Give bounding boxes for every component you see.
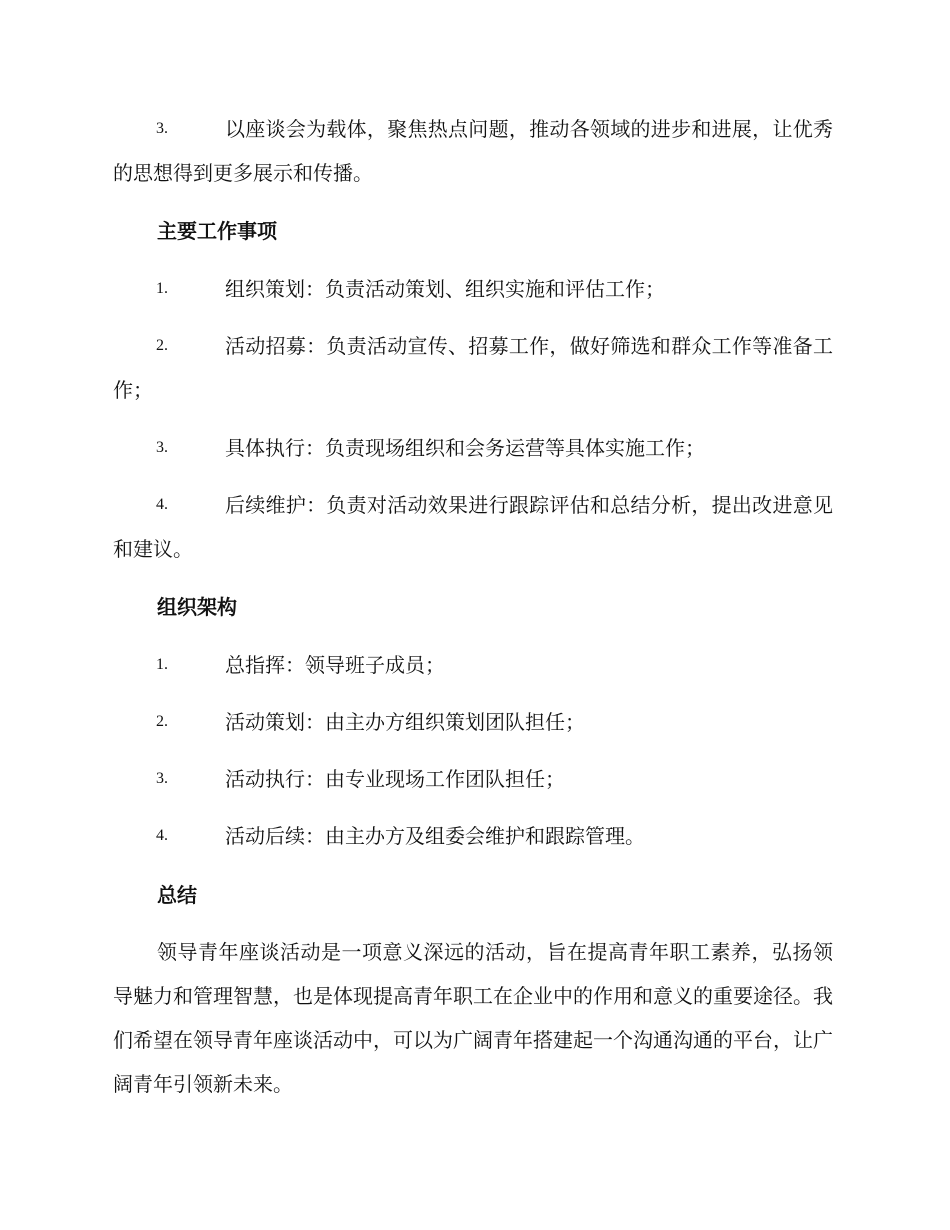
list-number: 4. — [156, 496, 168, 513]
list-item — [113, 483, 833, 571]
list-item — [113, 757, 833, 801]
list-number: 2. — [156, 337, 168, 354]
list-text: 后续维护：负责对活动效果进行跟踪评估和总结分析，提出改进意见和建议。 — [113, 493, 833, 561]
list-item — [113, 426, 833, 470]
list-item — [113, 814, 833, 858]
list-item — [113, 700, 833, 744]
list-text: 活动招募：负责活动宣传、招募工作，做好筛选和群众工作等准备工作； — [113, 334, 833, 402]
list-text: 总指挥：领导班子成员； — [225, 653, 445, 677]
list-item — [113, 267, 833, 311]
list-number: 4. — [156, 827, 168, 844]
list-item — [113, 324, 833, 412]
summary-paragraph: 领导青年座谈活动是一项意义深远的活动，旨在提高青年职工素养，弘扬领导魅力和管理智慧，也是体现提高青年职工在企业中的作用和意义的重要途径。我们希望在领导青年座谈活动中，可以为广阔青年搭建起一个沟通沟通的平台，让广阔青年引领新未来。 — [113, 940, 833, 1096]
list-text: 具体执行：负责现场组织和会务运营等具体实施工作； — [225, 436, 705, 460]
list-number: 1. — [156, 656, 168, 673]
list-number: 1. — [156, 280, 168, 297]
section-heading-summary: 总结 — [157, 883, 197, 907]
list-text: 活动执行：由专业现场工作团队担任； — [225, 767, 565, 791]
list-text: 以座谈会为载体，聚焦热点问题，推动各领域的进步和进展，让优秀的思想得到更多展示和传播。 — [113, 117, 833, 185]
list-number: 3. — [156, 770, 168, 787]
list-number: 3. — [156, 439, 168, 456]
list-text: 活动后续：由主办方及组委会维护和跟踪管理。 — [225, 824, 645, 848]
section-heading-organization: 组织架构 — [157, 595, 237, 619]
list-number: 2. — [156, 713, 168, 730]
list-text: 活动策划：由主办方组织策划团队担任； — [225, 710, 585, 734]
section-heading-main-tasks: 主要工作事项 — [157, 219, 277, 243]
list-text: 组织策划：负责活动策划、组织实施和评估工作； — [225, 277, 665, 301]
list-number: 3. — [156, 120, 168, 137]
list-item — [113, 107, 833, 195]
list-item — [113, 643, 833, 687]
